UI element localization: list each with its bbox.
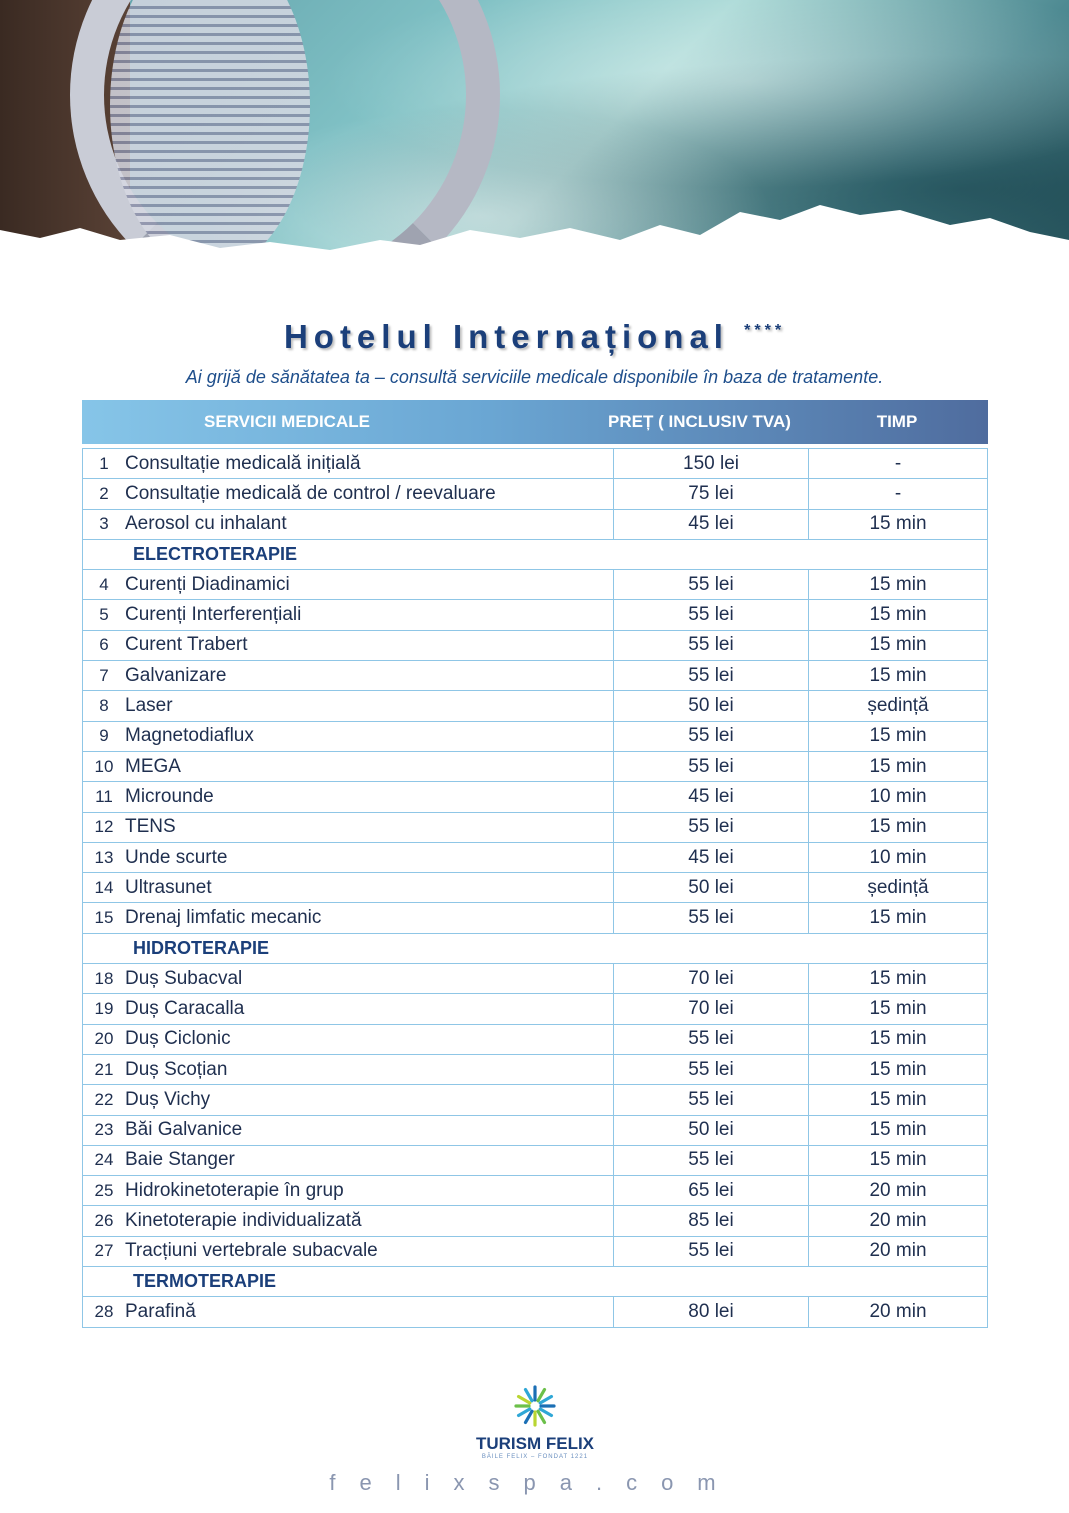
service-name: Curenți Diadinamici <box>125 573 290 595</box>
service-time: 20 min <box>809 1176 988 1206</box>
page-subtitle: Ai grijă de sănătatea ta – consultă serviciile medicale disponibile în baza de tratamente. <box>185 367 884 387</box>
service-time: 10 min <box>809 842 988 872</box>
service-cell <box>83 1085 614 1115</box>
service-cell <box>83 1206 614 1236</box>
service-name: Microunde <box>125 785 214 807</box>
service-cell <box>83 570 614 600</box>
service-row <box>83 873 988 903</box>
service-name: Galvanizare <box>125 664 227 686</box>
service-number: 6 <box>99 635 109 655</box>
service-cell <box>83 782 614 812</box>
service-row <box>83 964 988 994</box>
section-row <box>83 539 988 569</box>
service-time: ședință <box>809 691 988 721</box>
service-number: 2 <box>99 483 109 503</box>
hero-photo <box>0 0 1069 270</box>
service-time: 15 min <box>809 509 988 539</box>
service-row <box>83 1115 988 1145</box>
section-title: ELECTROTERAPIE <box>83 539 988 569</box>
service-cell <box>83 842 614 872</box>
service-price: 55 lei <box>614 1054 809 1084</box>
service-cell <box>83 721 614 751</box>
service-row <box>83 1085 988 1115</box>
service-time: 15 min <box>809 994 988 1024</box>
service-number: 7 <box>99 665 109 685</box>
logo-tagline: BĂILE FELIX – FONDAT 1221 <box>481 1454 589 1460</box>
service-number: 9 <box>99 726 109 746</box>
service-number: 5 <box>99 605 109 625</box>
service-price: 70 lei <box>614 964 809 994</box>
service-cell <box>83 1236 614 1266</box>
service-name: Parafină <box>125 1300 196 1322</box>
service-number: 8 <box>99 696 109 716</box>
service-price: 55 lei <box>614 570 809 600</box>
service-price: 55 lei <box>614 600 809 630</box>
service-price: 55 lei <box>614 1085 809 1115</box>
service-name: Ultrasunet <box>125 876 212 898</box>
service-row <box>83 661 988 691</box>
service-price: 45 lei <box>614 509 809 539</box>
service-row <box>83 691 988 721</box>
service-time: - <box>809 479 988 509</box>
service-number: 19 <box>94 998 114 1018</box>
service-number: 13 <box>94 847 114 867</box>
service-number: 25 <box>94 1180 114 1200</box>
service-name: MEGA <box>125 755 181 777</box>
service-row <box>83 782 988 812</box>
service-cell <box>83 873 614 903</box>
column-header-price: PREȚ ( INCLUSIV TVA) <box>608 412 791 431</box>
service-name: Unde scurte <box>125 846 228 868</box>
service-time: 15 min <box>809 570 988 600</box>
service-number: 14 <box>94 877 114 897</box>
service-name: Tracțiuni vertebrale subacvale <box>125 1240 378 1262</box>
service-time: 15 min <box>809 1115 988 1145</box>
service-time: 15 min <box>809 721 988 751</box>
service-time: 15 min <box>809 630 988 660</box>
service-price: 85 lei <box>614 1206 809 1236</box>
service-price: 55 lei <box>614 721 809 751</box>
service-row <box>83 903 988 933</box>
service-row <box>83 1297 988 1327</box>
section-title: HIDROTERAPIE <box>83 933 988 963</box>
service-price: 55 lei <box>614 661 809 691</box>
service-row <box>83 1145 988 1175</box>
service-row <box>83 1054 988 1084</box>
service-cell <box>83 449 614 479</box>
service-time: 20 min <box>809 1297 988 1327</box>
service-number: 23 <box>94 1120 114 1140</box>
service-number: 18 <box>94 968 114 988</box>
services-table <box>82 448 988 1328</box>
service-name: Magnetodiaflux <box>125 725 254 747</box>
service-time: 15 min <box>809 1054 988 1084</box>
service-row <box>83 1206 988 1236</box>
service-price: 45 lei <box>614 782 809 812</box>
service-row <box>83 509 988 539</box>
service-time: 15 min <box>809 600 988 630</box>
service-row <box>83 842 988 872</box>
section-row <box>83 1267 988 1297</box>
service-price: 65 lei <box>614 1176 809 1206</box>
service-number: 1 <box>99 453 109 473</box>
torn-paper-edge <box>0 200 1069 270</box>
service-price: 55 lei <box>614 1024 809 1054</box>
sunburst-icon <box>512 1385 558 1427</box>
service-time: 15 min <box>809 1085 988 1115</box>
service-time: 15 min <box>809 1145 988 1175</box>
service-time: ședință <box>809 873 988 903</box>
service-row <box>83 1176 988 1206</box>
service-row <box>83 570 988 600</box>
service-name: Duș Vichy <box>125 1088 211 1110</box>
service-number: 10 <box>94 756 114 776</box>
service-time: 15 min <box>809 964 988 994</box>
service-cell <box>83 1024 614 1054</box>
section-row <box>83 933 988 963</box>
service-row <box>83 1024 988 1054</box>
service-row <box>83 630 988 660</box>
service-cell <box>83 812 614 842</box>
service-row <box>83 1236 988 1266</box>
service-name: Duș Ciclonic <box>125 1028 231 1050</box>
service-price: 75 lei <box>614 479 809 509</box>
service-time: 15 min <box>809 812 988 842</box>
service-number: 21 <box>94 1059 114 1079</box>
service-price: 55 lei <box>614 630 809 660</box>
service-row <box>83 600 988 630</box>
service-name: Duș Scoțian <box>125 1058 228 1080</box>
service-cell <box>83 1297 614 1327</box>
service-number: 15 <box>94 908 114 928</box>
service-cell <box>83 903 614 933</box>
service-price: 55 lei <box>614 1236 809 1266</box>
page-title: Hotelul Internațional **** <box>283 318 786 355</box>
service-time: 15 min <box>809 1024 988 1054</box>
service-name: Duș Subacval <box>125 967 243 989</box>
service-cell <box>83 630 614 660</box>
table-header <box>82 400 988 444</box>
service-number: 22 <box>94 1089 114 1109</box>
service-price: 70 lei <box>614 994 809 1024</box>
service-name: Consultație medicală de control / reevaluare <box>125 482 496 504</box>
service-cell <box>83 600 614 630</box>
service-name: Curent Trabert <box>125 634 248 656</box>
service-number: 24 <box>94 1150 114 1170</box>
service-price: 50 lei <box>614 873 809 903</box>
service-cell <box>83 1054 614 1084</box>
service-name: Duș Caracalla <box>125 997 245 1019</box>
service-cell <box>83 994 614 1024</box>
service-name: Baie Stanger <box>125 1149 235 1171</box>
website-url: felixspa.com <box>329 1470 740 1495</box>
service-price: 55 lei <box>614 1145 809 1175</box>
service-price: 150 lei <box>614 449 809 479</box>
service-name: Curenți Interferențiali <box>125 604 302 626</box>
service-price: 55 lei <box>614 812 809 842</box>
column-header-time: TIMP <box>876 412 918 431</box>
service-row <box>83 751 988 781</box>
service-number: 4 <box>99 574 109 594</box>
service-cell <box>83 1145 614 1175</box>
service-price: 50 lei <box>614 691 809 721</box>
service-name: TENS <box>125 816 176 838</box>
service-row <box>83 994 988 1024</box>
service-number: 11 <box>95 786 113 806</box>
service-price: 45 lei <box>614 842 809 872</box>
service-name: Laser <box>125 695 173 717</box>
service-time: - <box>809 449 988 479</box>
star-rating: **** <box>744 322 786 339</box>
column-header-services: SERVICII MEDICALE <box>204 412 370 431</box>
service-cell <box>83 509 614 539</box>
service-cell <box>83 691 614 721</box>
service-name: Băi Galvanice <box>125 1119 243 1141</box>
service-number: 12 <box>94 817 114 837</box>
service-price: 80 lei <box>614 1297 809 1327</box>
service-cell <box>83 1115 614 1145</box>
service-time: 20 min <box>809 1206 988 1236</box>
section-title: TERMOTERAPIE <box>83 1267 988 1297</box>
service-number: 26 <box>94 1211 114 1231</box>
service-cell <box>83 479 614 509</box>
service-price: 55 lei <box>614 903 809 933</box>
service-number: 20 <box>94 1029 114 1049</box>
service-price: 55 lei <box>614 751 809 781</box>
turism-felix-logo <box>470 1385 600 1460</box>
service-row <box>83 812 988 842</box>
service-price: 50 lei <box>614 1115 809 1145</box>
service-cell <box>83 964 614 994</box>
service-name: Kinetoterapie individualizată <box>125 1210 362 1232</box>
service-number: 3 <box>99 514 109 534</box>
service-number: 27 <box>94 1241 114 1261</box>
service-row <box>83 449 988 479</box>
service-time: 15 min <box>809 661 988 691</box>
service-cell <box>83 1176 614 1206</box>
service-name: Consultație medicală inițială <box>125 452 361 474</box>
service-row <box>83 479 988 509</box>
logo-name: TURISM FELIX <box>475 1434 595 1453</box>
service-time: 10 min <box>809 782 988 812</box>
service-time: 20 min <box>809 1236 988 1266</box>
service-cell <box>83 751 614 781</box>
service-name: Aerosol cu inhalant <box>125 513 287 535</box>
service-name: Hidrokinetoterapie în grup <box>125 1179 344 1201</box>
service-time: 15 min <box>809 903 988 933</box>
service-cell <box>83 661 614 691</box>
service-time: 15 min <box>809 751 988 781</box>
service-name: Drenaj limfatic mecanic <box>125 907 322 929</box>
service-number: 28 <box>94 1301 114 1321</box>
service-row <box>83 721 988 751</box>
